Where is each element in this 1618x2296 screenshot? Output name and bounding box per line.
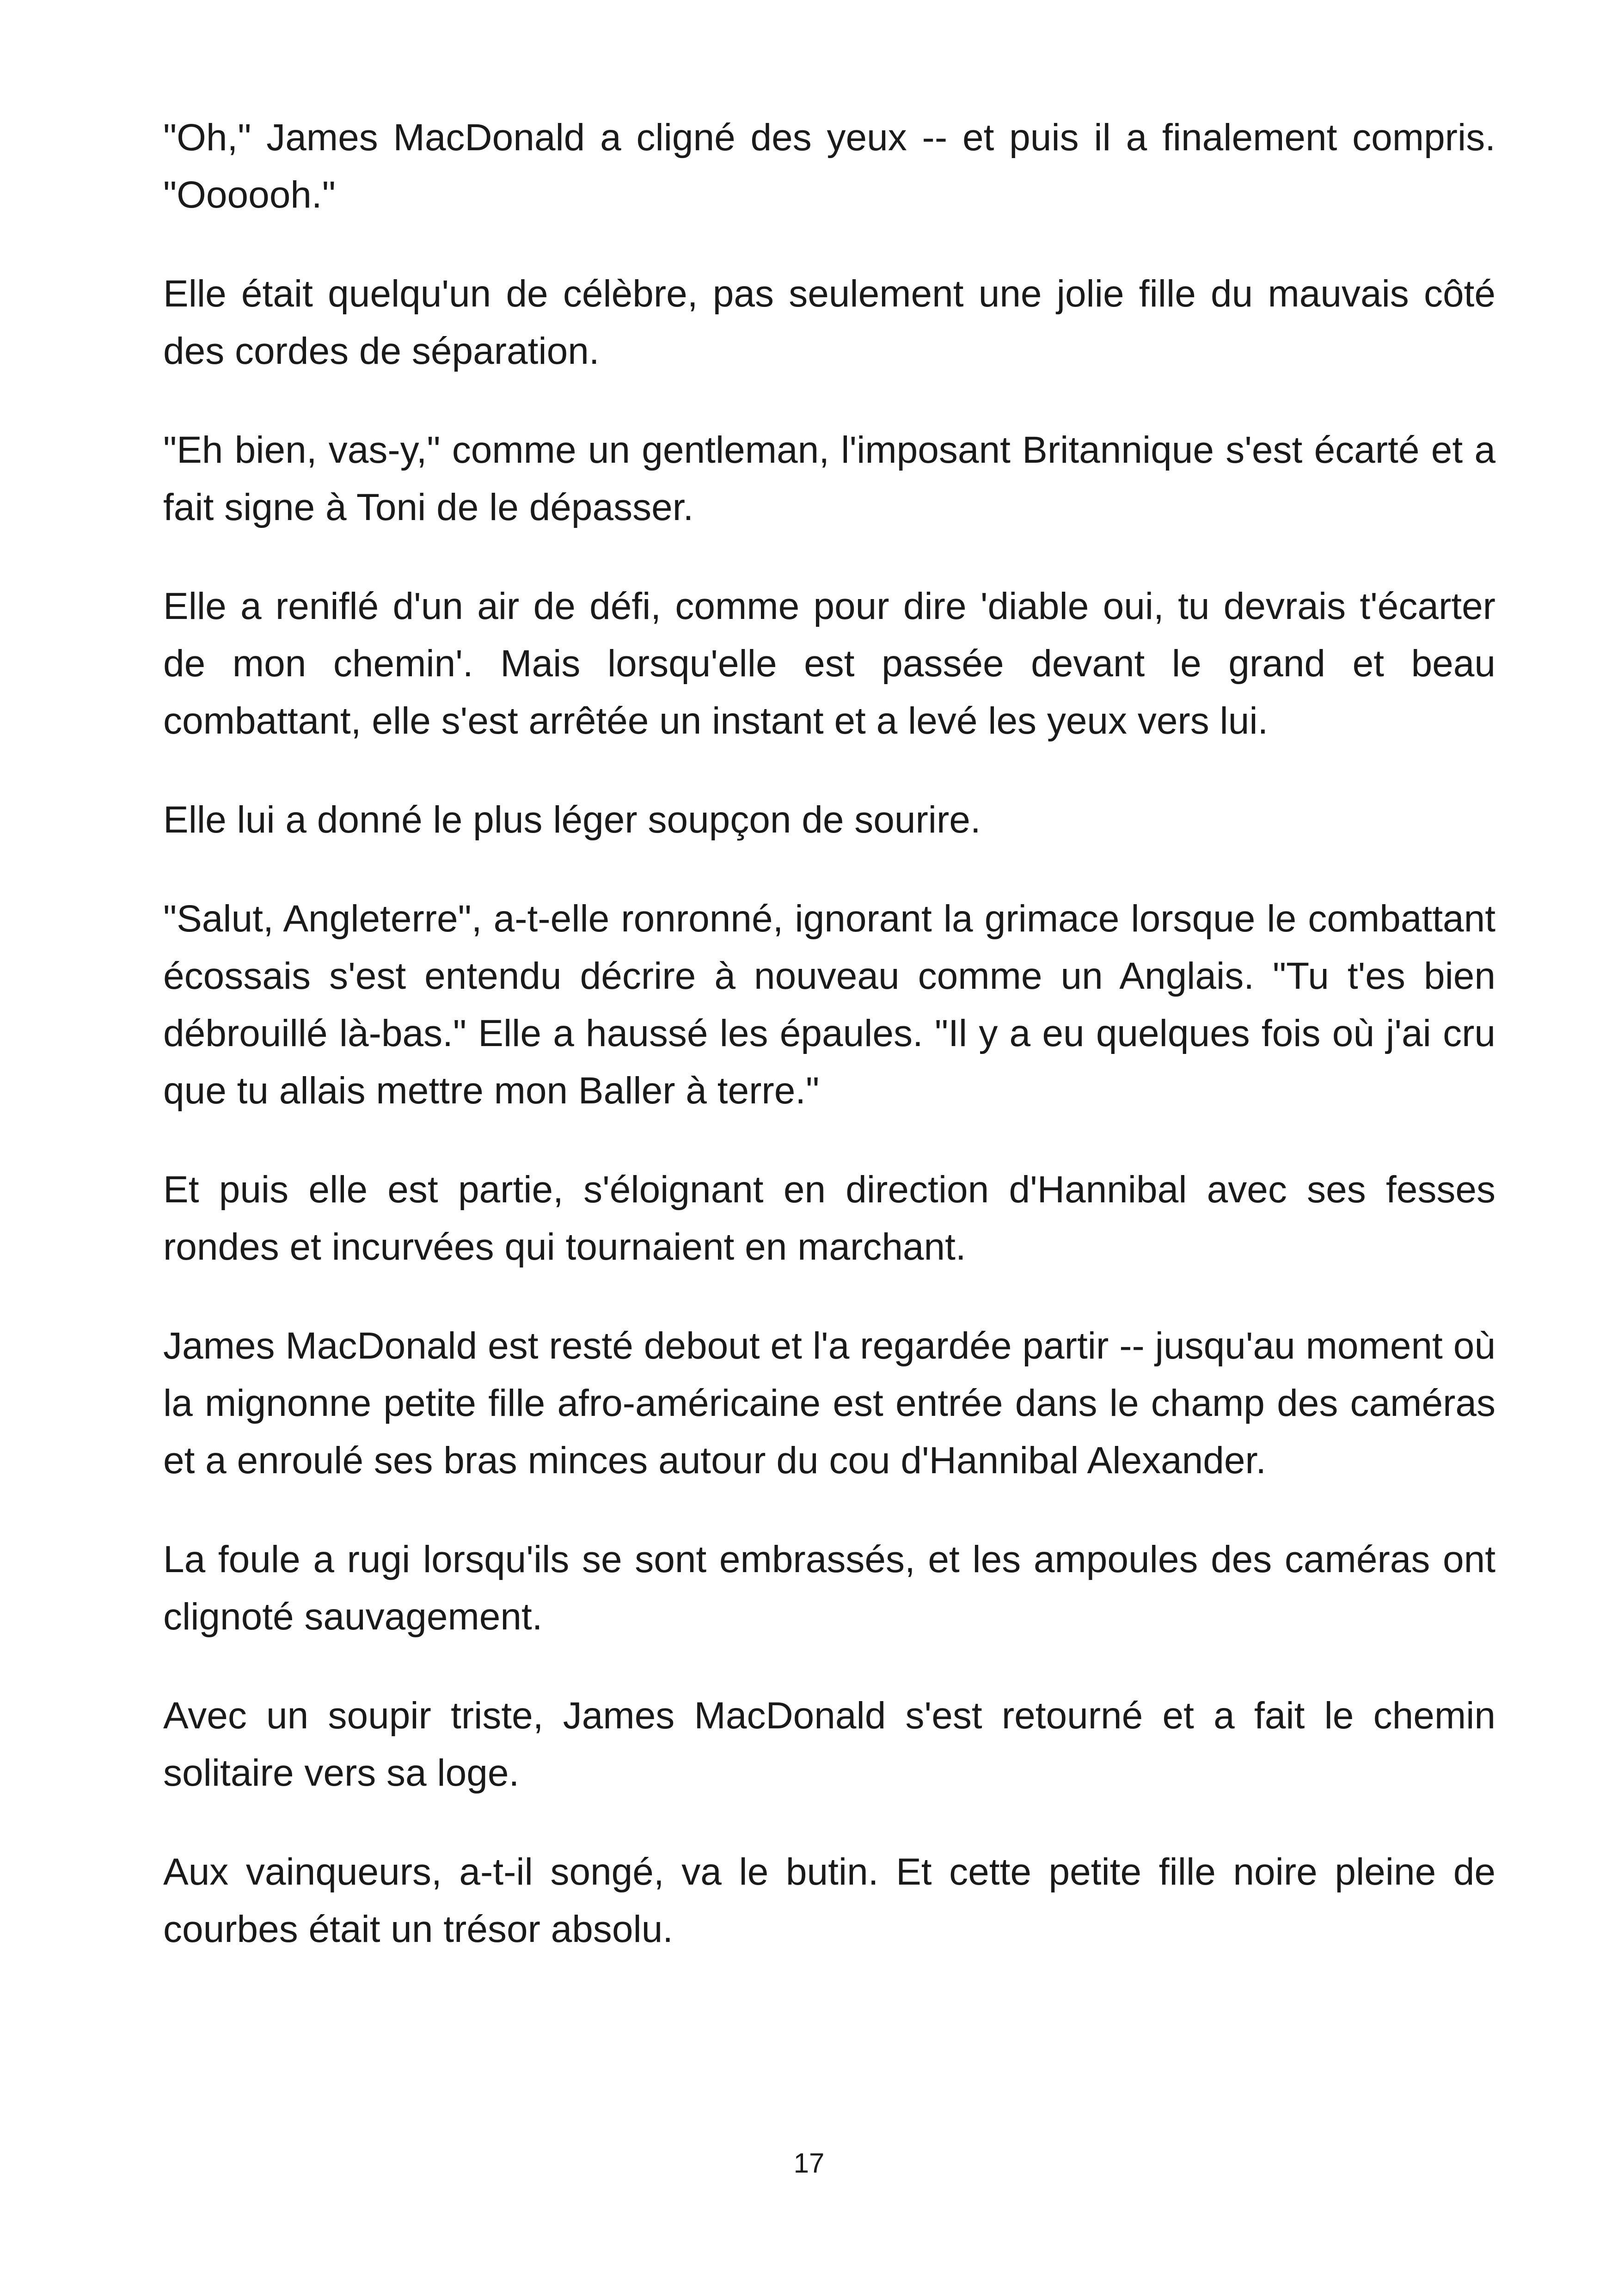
- paragraph-6: "Salut, Angleterre", a-t-elle ronronné, ignorant la grimace lorsque le combattant écossais s'est entendu décrire à nouveau comme un Anglais. "Tu t'es bien débrouillé là-bas." Elle a haussé les épaules. "Il y a eu quelques fois où j'ai cru que tu allais mettre mon Baller à terre.": [163, 898, 1495, 1112]
- paragraph-11: Aux vainqueurs, a-t-il songé, va le butin. Et cette petite fille noire pleine de courbes était un trésor absolu.: [163, 1851, 1495, 1950]
- paragraph-8: James MacDonald est resté debout et l'a regardée partir -- jusqu'au moment où la mignonne petite fille afro-américaine est entrée dans le champ des caméras et a enroulé ses bras minces autour du cou d'Hannibal Alexander.: [163, 1325, 1495, 1482]
- page-number: 17: [793, 2148, 825, 2179]
- paragraph-2: Elle était quelqu'un de célèbre, pas seulement une jolie fille du mauvais côté des cordes de séparation.: [163, 273, 1495, 372]
- page-body: [163, 109, 1495, 2000]
- paragraph-5: Elle lui a donné le plus léger soupçon de sourire.: [163, 799, 981, 841]
- paragraph-7: Et puis elle est partie, s'éloignant en direction d'Hannibal avec ses fesses rondes et incurvées qui tournaient en marchant.: [163, 1169, 1495, 1268]
- paragraph-10: Avec un soupir triste, James MacDonald s'est retourné et a fait le chemin solitaire vers sa loge.: [163, 1695, 1495, 1794]
- paragraph-1: "Oh," James MacDonald a cligné des yeux -- et puis il a finalement compris. "Oooooh.": [163, 116, 1495, 216]
- paragraph-4: Elle a reniflé d'un air de défi, comme pour dire 'diable oui, tu devrais t'écarter de mon chemin'. Mais lorsqu'elle est passée devant le grand et beau combattant, elle s'est arrêtée un instant et a levé les yeux vers lui.: [163, 585, 1495, 742]
- paragraph-3: "Eh bien, vas-y," comme un gentleman, l'imposant Britannique s'est écarté et a fait signe à Toni de le dépasser.: [163, 429, 1495, 528]
- paragraph-9: La foule a rugi lorsqu'ils se sont embrassés, et les ampoules des caméras ont clignoté sauvagement.: [163, 1538, 1495, 1638]
